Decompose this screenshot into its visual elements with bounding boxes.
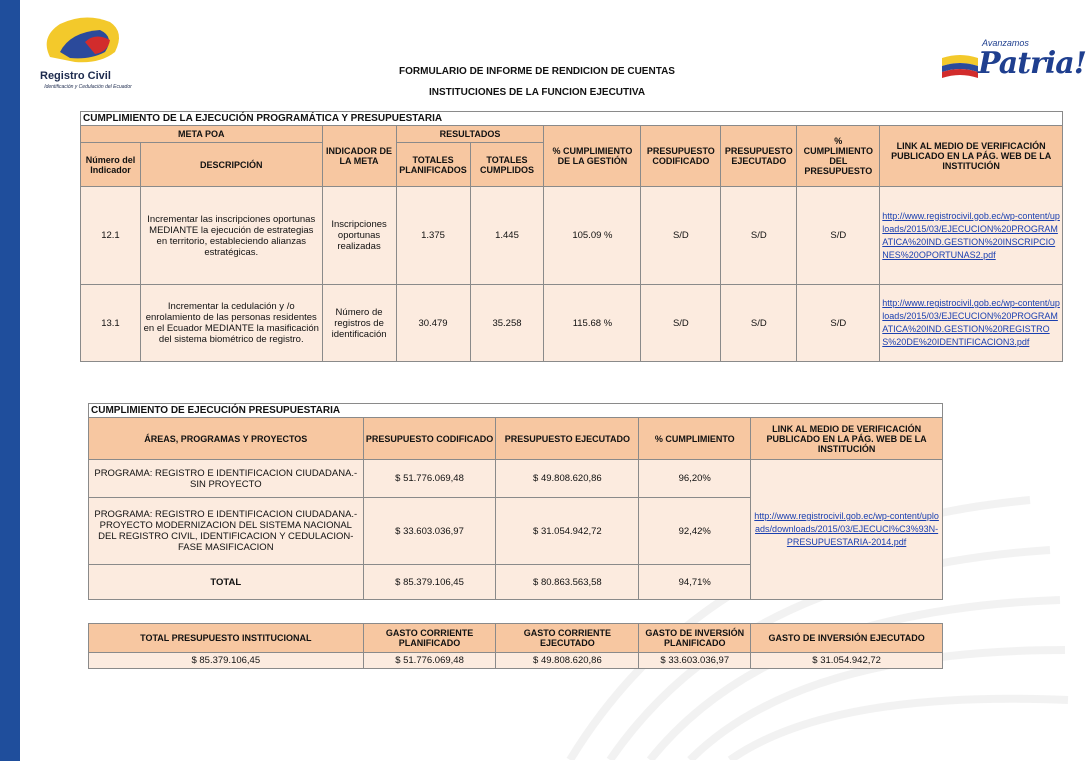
verification-link[interactable]: http://www.registrocivil.gob.ec/wp-content/uploads/2015/03/EJECUCION%20PROGRAMATICA%20IND.GESTION%20INSCRIPCIONES%20OPORTUNAS2.pdf [882,210,1060,260]
header-link: LINK AL MEDIO DE VERIFICACIÓN PUBLICADO EN LA PÁG. WEB DE LA INSTITUCIÓN [751,418,943,460]
side-accent-bar [0,0,20,761]
cell-cumplimiento-presupuesto: S/D [797,187,880,285]
cell-cumplimiento: 96,20% [639,460,751,498]
cell-numero: 13.1 [81,285,141,362]
cell-indicador: Número de registros de identificación [322,285,396,362]
cell-gc-ejec: $ 49.808.620,86 [496,653,639,669]
logo-name: Registro Civil [40,70,111,82]
cell-total-ejecutado: $ 80.863.563,58 [496,565,639,600]
cell-presupuesto-ejecutado: S/D [721,187,797,285]
header-presupuesto-codificado: PRESUPUESTO CODIFICADO [363,418,496,460]
header-descripcion: DESCRIPCIÓN [140,143,322,187]
verification-link[interactable]: http://www.registrocivil.gob.ec/wp-content/uploads/2015/03/EJECUCION%20PROGRAMATICA%20IND.GESTION%20REGISTROS%20DE%20IDENTIFICACION3.pdf [882,298,1060,347]
table-row [81,187,1063,285]
cell-ejecutado: $ 31.054.942,72 [496,498,639,565]
form-title: FORMULARIO DE INFORME DE RENDICION DE CUENTAS [399,66,675,77]
cell-descripcion: Incrementar las inscripciones oportunas MEDIANTE la ejecución de estrategias en territorio, estableciendo alianzas estratégicas. [140,187,322,285]
header-presupuesto-ejecutado: PRESUPUESTO EJECUTADO [721,126,797,187]
header-link: LINK AL MEDIO DE VERIFICACIÓN PUBLICADO EN LA PÁG. WEB DE LA INSTITUCIÓN [880,126,1063,187]
cell-total-codificado: $ 85.379.106,45 [363,565,496,600]
verification-link[interactable]: http://www.registrocivil.gob.ec/wp-content/uploads/downloads/2015/03/EJECUCI%C3%93N-PRESUPUESTARIA-2014.pdf [754,511,939,547]
header-gasto-corriente-planificado: GASTO CORRIENTE PLANIFICADO [363,624,496,653]
header-presupuesto-codificado: PRESUPUESTO CODIFICADO [641,126,721,187]
cell-ejecutado: $ 49.808.620,86 [496,460,639,498]
header-cumplimiento-gestion: % CUMPLIMIENTO DE LA GESTIÓN [544,126,641,187]
cell-codificado: $ 33.603.036,97 [363,498,496,565]
logo-patria: Patria! [978,46,1086,81]
section-title: CUMPLIMIENTO DE LA EJECUCIÓN PROGRAMÁTICA Y PRESUPUESTARIA [81,112,1063,126]
cell-planificados: 30.479 [396,285,470,362]
header-totales-cumplidos: TOTALES CUMPLIDOS [470,143,544,187]
section-title: CUMPLIMIENTO DE EJECUCIÓN PRESUPUESTARIA [89,404,943,418]
header-indicador: INDICADOR DE LA META [322,126,396,187]
header-cumplimiento: % CUMPLIMIENTO [639,418,751,460]
cell-presupuesto-codificado: S/D [641,285,721,362]
table-row [81,285,1063,362]
cell-cumplimiento-gestion: 105.09 % [544,187,641,285]
cell-cumplidos: 1.445 [470,187,544,285]
logo-avanzamos: Avanzamos [982,38,1029,48]
institutional-budget-table [88,623,943,669]
logo-subtitle: Identificación y Cedulación del Ecuador [44,84,132,90]
header-areas: ÁREAS, PROGRAMAS Y PROYECTOS [89,418,364,460]
form-subtitle: INSTITUCIONES DE LA FUNCION EJECUTIVA [428,87,646,98]
header-totales-planificados: TOTALES PLANIFICADOS [396,143,470,187]
patria-logo [940,38,1086,88]
cell-gi-plan: $ 33.603.036,97 [639,653,751,669]
cell-presupuesto-codificado: S/D [641,187,721,285]
programmatic-execution-table [80,111,1063,362]
cell-planificados: 1.375 [396,187,470,285]
cell-area: PROGRAMA: REGISTRO E IDENTIFICACION CIUDADANA.- SIN PROYECTO [89,460,364,498]
cell-total-cumplimiento: 94,71% [639,565,751,600]
header-resultados: RESULTADOS [396,126,544,143]
cell-descripcion: Incrementar la cedulación y /o enrolamiento de las personas residentes en el Ecuador MEDIANTE la masificación del sistema biométrico de registro. [140,285,322,362]
cell-indicador: Inscripciones oportunas realizadas [322,187,396,285]
table-row [89,653,943,669]
cell-cumplidos: 35.258 [470,285,544,362]
header-total-presupuesto: TOTAL PRESUPUESTO INSTITUCIONAL [89,624,364,653]
header-meta-poa: META POA [81,126,323,143]
table-row [89,460,943,498]
cell-numero: 12.1 [81,187,141,285]
header-numero: Número del Indicador [81,143,141,187]
ecuador-map-icon [30,12,130,67]
cell-cumplimiento: 92,42% [639,498,751,565]
cell-total: $ 85.379.106,45 [89,653,364,669]
cell-presupuesto-ejecutado: S/D [721,285,797,362]
cell-gc-plan: $ 51.776.069,48 [363,653,496,669]
cell-cumplimiento-gestion: 115.68 % [544,285,641,362]
header-cumplimiento-presupuesto: % CUMPLIMIENTO DEL PRESUPUESTO [797,126,880,187]
header-gasto-corriente-ejecutado: GASTO CORRIENTE EJECUTADO [496,624,639,653]
header-gasto-inversion-ejecutado: GASTO DE INVERSIÓN EJECUTADO [751,624,943,653]
budget-execution-table [88,403,943,600]
cell-codificado: $ 51.776.069,48 [363,460,496,498]
cell-area: PROGRAMA: REGISTRO E IDENTIFICACION CIUDADANA.- PROYECTO MODERNIZACION DEL SISTEMA NACIONAL DEL REGISTRO CIVIL, IDENTIFICACION Y CEDULACION- FASE MASIFICACION [89,498,364,565]
header-presupuesto-ejecutado: PRESUPUESTO EJECUTADO [496,418,639,460]
cell-cumplimiento-presupuesto: S/D [797,285,880,362]
cell-gi-ejec: $ 31.054.942,72 [751,653,943,669]
header-gasto-inversion-planificado: GASTO DE INVERSIÓN PLANIFICADO [639,624,751,653]
cell-total-label: TOTAL [89,565,364,600]
